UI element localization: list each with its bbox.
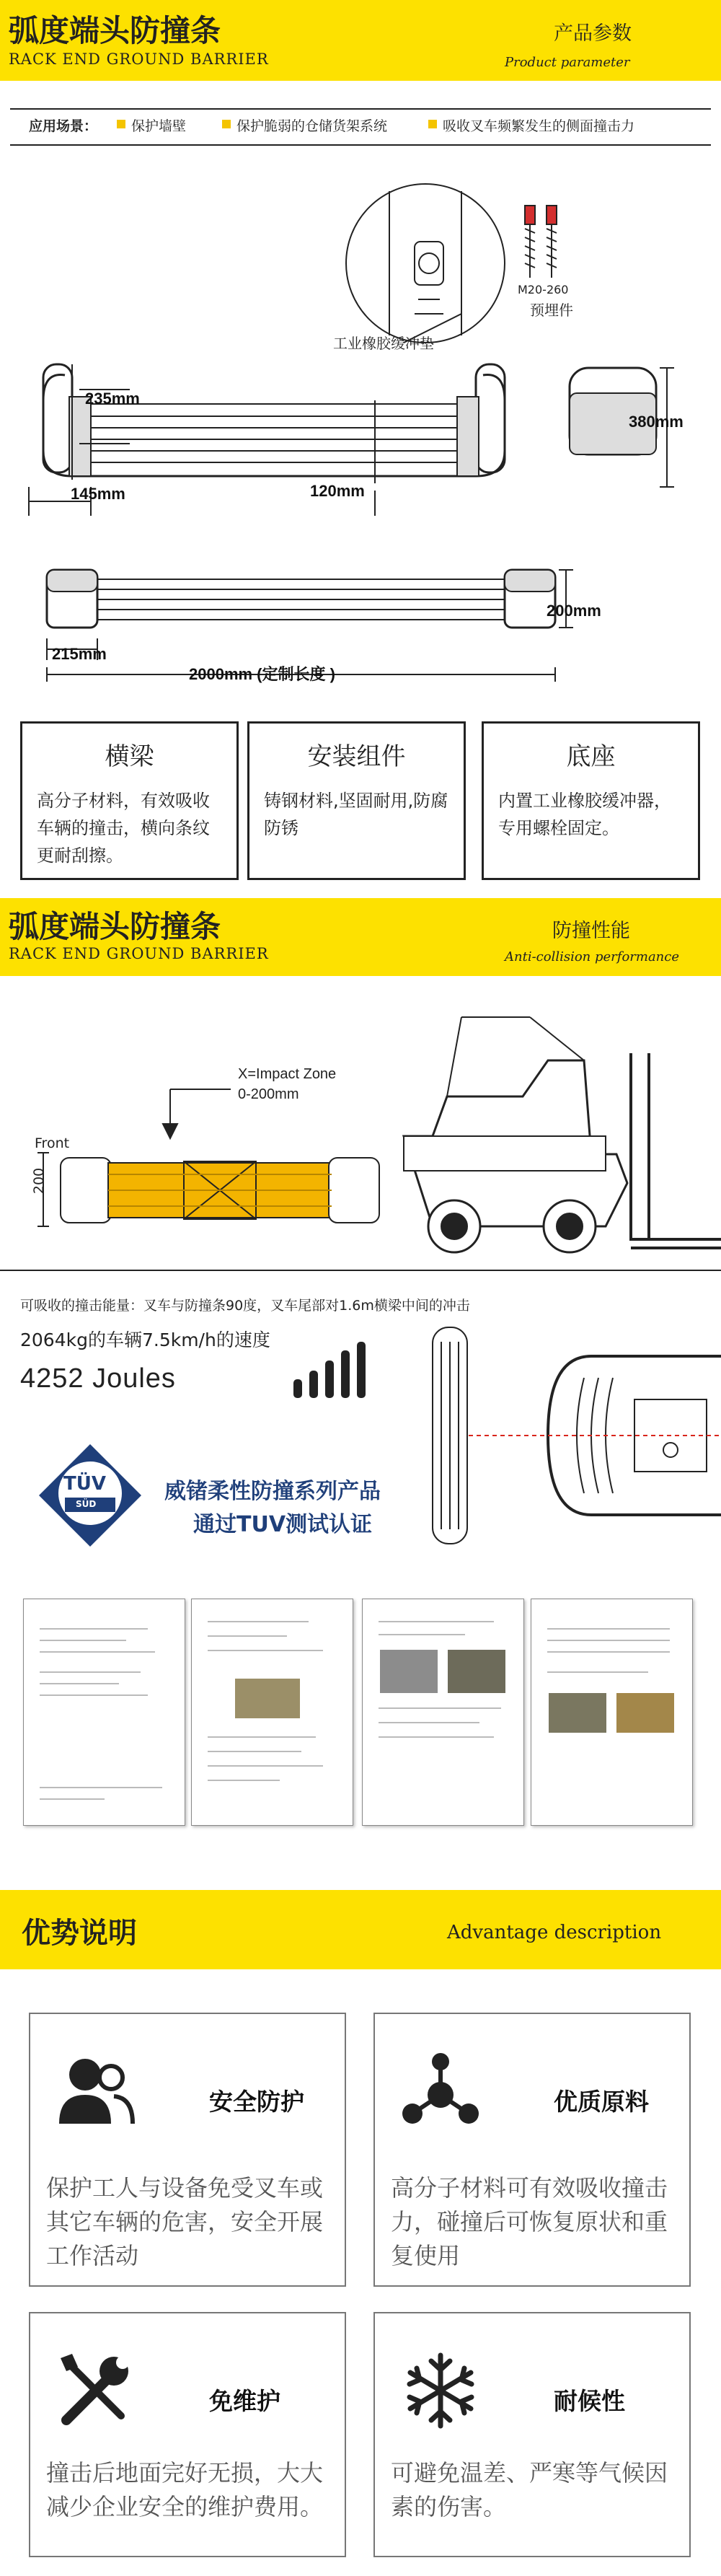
molecule-icon bbox=[401, 2052, 480, 2131]
divider bbox=[10, 144, 711, 146]
impact-range-label: 0-200mm bbox=[238, 1086, 299, 1102]
section-tag-en: Product parameter bbox=[505, 55, 630, 70]
feature-desc: 内置工业橡胶缓冲器，专用螺栓固定。 bbox=[498, 791, 671, 838]
tuv-logo-icon bbox=[36, 1441, 144, 1549]
cert-line-2: 通过TUV测试认证 bbox=[193, 1512, 373, 1537]
advantage-desc: 撞击后地面完好无损，大大减少企业安全的维护费用。 bbox=[46, 2459, 324, 2520]
certificate-page bbox=[23, 1599, 185, 1826]
application-item: 吸收叉车频繁发生的侧面撞击力 bbox=[443, 118, 635, 134]
divider bbox=[0, 1270, 721, 1271]
forklift-icon bbox=[404, 1017, 721, 1252]
tuv-sub-mark: SÜD bbox=[76, 1499, 97, 1509]
section-title: 弧度端头防撞条 bbox=[9, 13, 221, 48]
advantage-card-weather bbox=[373, 2312, 691, 2557]
front-label: Front bbox=[35, 1135, 70, 1151]
dimension-label: 145mm bbox=[71, 485, 125, 503]
advantage-desc: 可避免温差、严寒等气候因素的伤害。 bbox=[391, 2459, 668, 2520]
advantage-desc: 保护工人与设备免受叉车或其它车辆的危害，安全开展工作活动 bbox=[46, 2174, 324, 2269]
bullet-icon bbox=[117, 120, 125, 128]
bolt-name: 预埋件 bbox=[530, 302, 573, 319]
dimension-label: 120mm bbox=[310, 482, 365, 500]
feature-card-beam bbox=[20, 721, 239, 880]
section-tag: 防撞性能 bbox=[552, 920, 630, 942]
impact-zone-label: X=Impact Zone bbox=[238, 1066, 337, 1082]
advantage-desc: 高分子材料可有效吸收撞击力，碰撞后可恢复原状和重复使用 bbox=[391, 2174, 668, 2269]
application-item: 保护墙壁 bbox=[131, 118, 187, 134]
feature-card-base bbox=[482, 721, 700, 880]
dimension-label: 235mm bbox=[85, 390, 140, 408]
advantage-title: 免维护 bbox=[209, 2387, 280, 2415]
feature-desc: 铸钢材料,坚固耐用,防腐防锈 bbox=[264, 791, 448, 838]
bolt-icon bbox=[525, 206, 557, 278]
impact-diagram bbox=[0, 1010, 721, 1284]
detail-circle bbox=[346, 184, 505, 343]
technical-drawing bbox=[0, 148, 721, 711]
section-title: 弧度端头防撞条 bbox=[9, 909, 221, 944]
feature-card-assembly bbox=[247, 721, 466, 880]
signal-bars-icon bbox=[292, 1342, 371, 1399]
dimension-label: 380mm bbox=[629, 413, 684, 431]
dimension-label: 2000mm (定制长度 ) bbox=[189, 665, 335, 683]
section-tag-en: Anti-collision performance bbox=[505, 949, 680, 964]
section-subtitle: RACK END GROUND BARRIER bbox=[9, 50, 269, 68]
top-view-impact-diagram bbox=[418, 1320, 721, 1551]
application-label: 应用场景： bbox=[29, 118, 98, 134]
bullet-icon bbox=[222, 120, 231, 128]
advantage-title: 优质原料 bbox=[554, 2088, 649, 2116]
divider bbox=[10, 108, 711, 110]
dimension-label: 200mm bbox=[547, 602, 601, 620]
cushion-label: 工业橡胶缓冲垫 bbox=[333, 335, 434, 352]
advantage-card-safety bbox=[29, 2013, 346, 2287]
section-title: 优势说明 bbox=[22, 1917, 137, 1950]
energy-value: 4252 Joules bbox=[20, 1363, 176, 1394]
tools-icon bbox=[56, 2351, 136, 2430]
height-label: 200 bbox=[31, 1167, 48, 1195]
section-tag-en: Advantage description bbox=[447, 1922, 662, 1943]
snowflake-icon bbox=[401, 2351, 480, 2430]
application-item: 保护脆弱的仓储货架系统 bbox=[236, 118, 388, 134]
advantage-title: 耐候性 bbox=[554, 2387, 625, 2415]
feature-title: 安装组件 bbox=[307, 742, 406, 771]
bullet-icon bbox=[428, 120, 437, 128]
advantage-card-material bbox=[373, 2013, 691, 2287]
people-icon bbox=[56, 2052, 136, 2131]
advantage-card-maintenance bbox=[29, 2312, 346, 2557]
feature-desc: 高分子材料，有效吸收车辆的撞击，横向条纹更耐刮擦。 bbox=[37, 791, 210, 866]
section-tag: 产品参数 bbox=[554, 22, 632, 45]
vehicle-description: 2064kg的车辆7.5km/h的速度 bbox=[20, 1329, 270, 1350]
tuv-mark: TÜV bbox=[63, 1473, 106, 1495]
advantage-title: 安全防护 bbox=[209, 2088, 304, 2116]
feature-title: 横梁 bbox=[105, 742, 154, 771]
certificate-page bbox=[531, 1599, 693, 1826]
section-subtitle: RACK END GROUND BARRIER bbox=[9, 945, 269, 962]
cert-line-1: 威锗柔性防撞系列产品 bbox=[164, 1479, 381, 1504]
certificate-page bbox=[362, 1599, 524, 1826]
feature-title: 底座 bbox=[566, 742, 616, 771]
absorb-description: 可吸收的撞击能量：叉车与防撞条90度，叉车尾部对1.6m横梁中间的冲击 bbox=[20, 1298, 470, 1314]
bolt-spec: M20-260 bbox=[518, 283, 569, 296]
dimension-label: 215mm bbox=[52, 645, 107, 663]
certificate-page bbox=[191, 1599, 353, 1826]
